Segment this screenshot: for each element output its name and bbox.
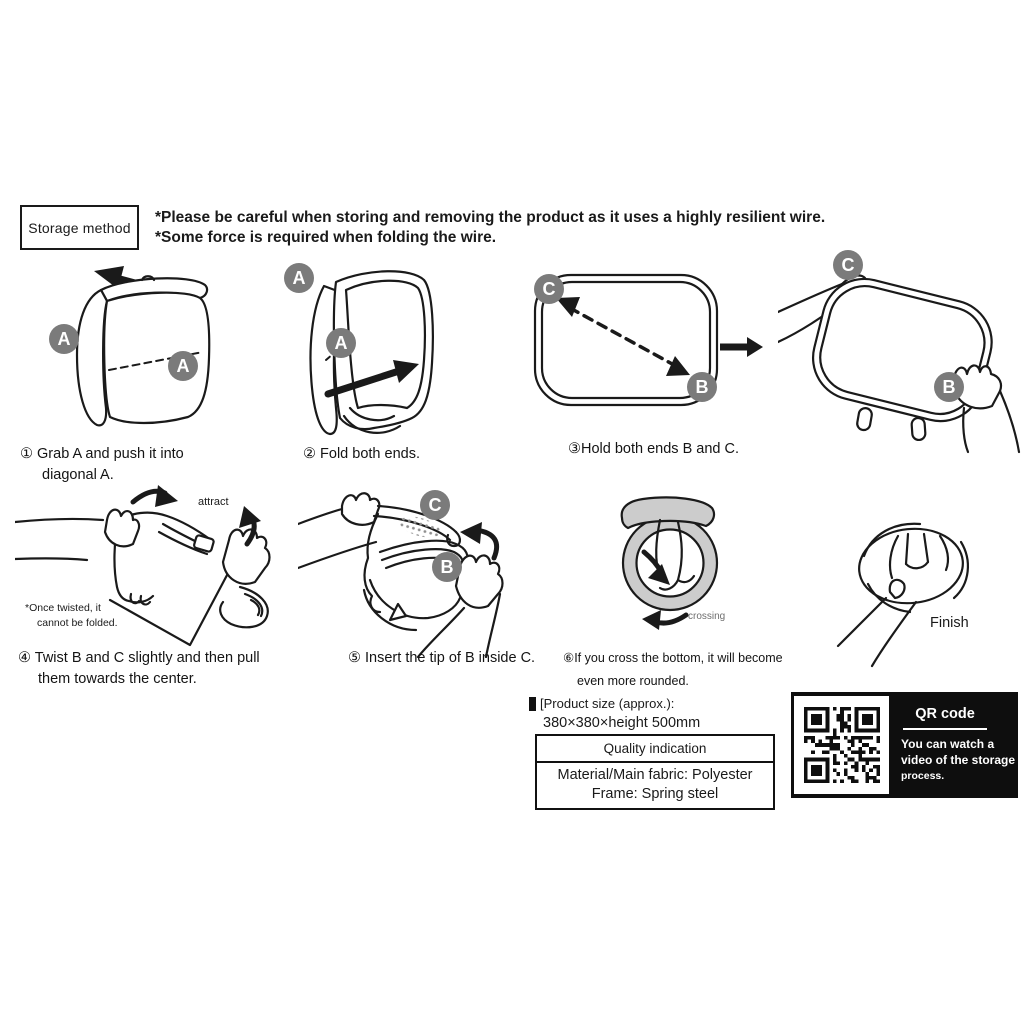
storage-method-box bbox=[20, 205, 139, 250]
finish-label: Finish bbox=[930, 615, 969, 631]
qr-description-line2: video of the storage bbox=[901, 753, 1016, 767]
qr-title-underline bbox=[903, 728, 987, 730]
badge-A: A bbox=[326, 328, 356, 358]
step4-caption-line1: ④ Twist B and C slightly and then pull bbox=[18, 650, 260, 666]
quality-table-body bbox=[537, 763, 773, 808]
product-size-label: [Product size (approx.): bbox=[540, 696, 675, 711]
warning-note-line-2: *Some force is required when folding the wire. bbox=[155, 229, 497, 246]
qr-description bbox=[901, 736, 1015, 784]
warning-note-line-1: *Please be careful when storing and removing the product as it uses a highly resilient wire. bbox=[155, 209, 826, 226]
step3-caption-line1: ③Hold both ends B and C. bbox=[568, 441, 739, 457]
step4-caption-line2: them towards the center. bbox=[38, 671, 197, 687]
qr-code-icon bbox=[804, 707, 880, 783]
step4-caption bbox=[18, 648, 260, 690]
step6-caption-line2: even more rounded. bbox=[577, 674, 689, 688]
once-twisted-note-line1: *Once twisted, it bbox=[25, 602, 101, 614]
step1-caption-line1: ① Grab A and push it into bbox=[20, 446, 184, 462]
once-twisted-note bbox=[25, 601, 118, 631]
arrow-right-icon bbox=[716, 334, 766, 360]
step6-caption-line1: ⑥If you cross the bottom, it will become bbox=[563, 651, 783, 665]
step3-caption bbox=[568, 439, 739, 460]
curved-arrow-icon bbox=[133, 485, 178, 507]
product-size-value: 380×380×height 500mm bbox=[543, 715, 701, 731]
badge-A: A bbox=[284, 263, 314, 293]
badge-C: C bbox=[534, 274, 564, 304]
badge-B: B bbox=[432, 552, 462, 582]
qr-title: QR code bbox=[915, 706, 975, 722]
step1-caption bbox=[20, 444, 184, 486]
qr-description-line1: You can watch a bbox=[901, 737, 995, 751]
warning-notes bbox=[155, 208, 825, 248]
qr-panel bbox=[791, 692, 1018, 798]
hands-holding-frame-drawing bbox=[778, 246, 1024, 454]
quality-table bbox=[535, 734, 775, 810]
badge-B: B bbox=[687, 372, 717, 402]
step5-caption-line1: ⑤ Insert the tip of B inside C. bbox=[348, 650, 536, 666]
size-bullet bbox=[529, 697, 536, 711]
crossing-label: crossing bbox=[688, 611, 726, 622]
step5-caption bbox=[348, 648, 535, 669]
finish-drawing bbox=[828, 500, 1003, 690]
curved-arrow-icon bbox=[642, 610, 686, 630]
badge-B: B bbox=[934, 372, 964, 402]
quality-table-header: Quality indication bbox=[537, 736, 773, 763]
step2-caption-line1: ② Fold both ends. bbox=[303, 446, 420, 462]
attract-label: attract bbox=[198, 496, 229, 508]
qr-description-line3: process. bbox=[901, 770, 945, 782]
quality-row-material: Material/Main fabric: Polyester bbox=[557, 767, 753, 783]
badge-C: C bbox=[833, 250, 863, 280]
step5-insert-drawing bbox=[298, 480, 533, 658]
quality-row-frame: Frame: Spring steel bbox=[591, 786, 719, 802]
step2-caption bbox=[303, 444, 420, 465]
qr-code-background bbox=[794, 696, 889, 794]
badge-C: C bbox=[420, 490, 450, 520]
step1-caption-line2: diagonal A. bbox=[42, 467, 114, 483]
badge-A: A bbox=[49, 324, 79, 354]
step6-caption bbox=[563, 647, 783, 693]
badge-A: A bbox=[168, 351, 198, 381]
storage-method-label: Storage method bbox=[28, 219, 131, 236]
once-twisted-note-line2: cannot be folded. bbox=[37, 617, 118, 629]
